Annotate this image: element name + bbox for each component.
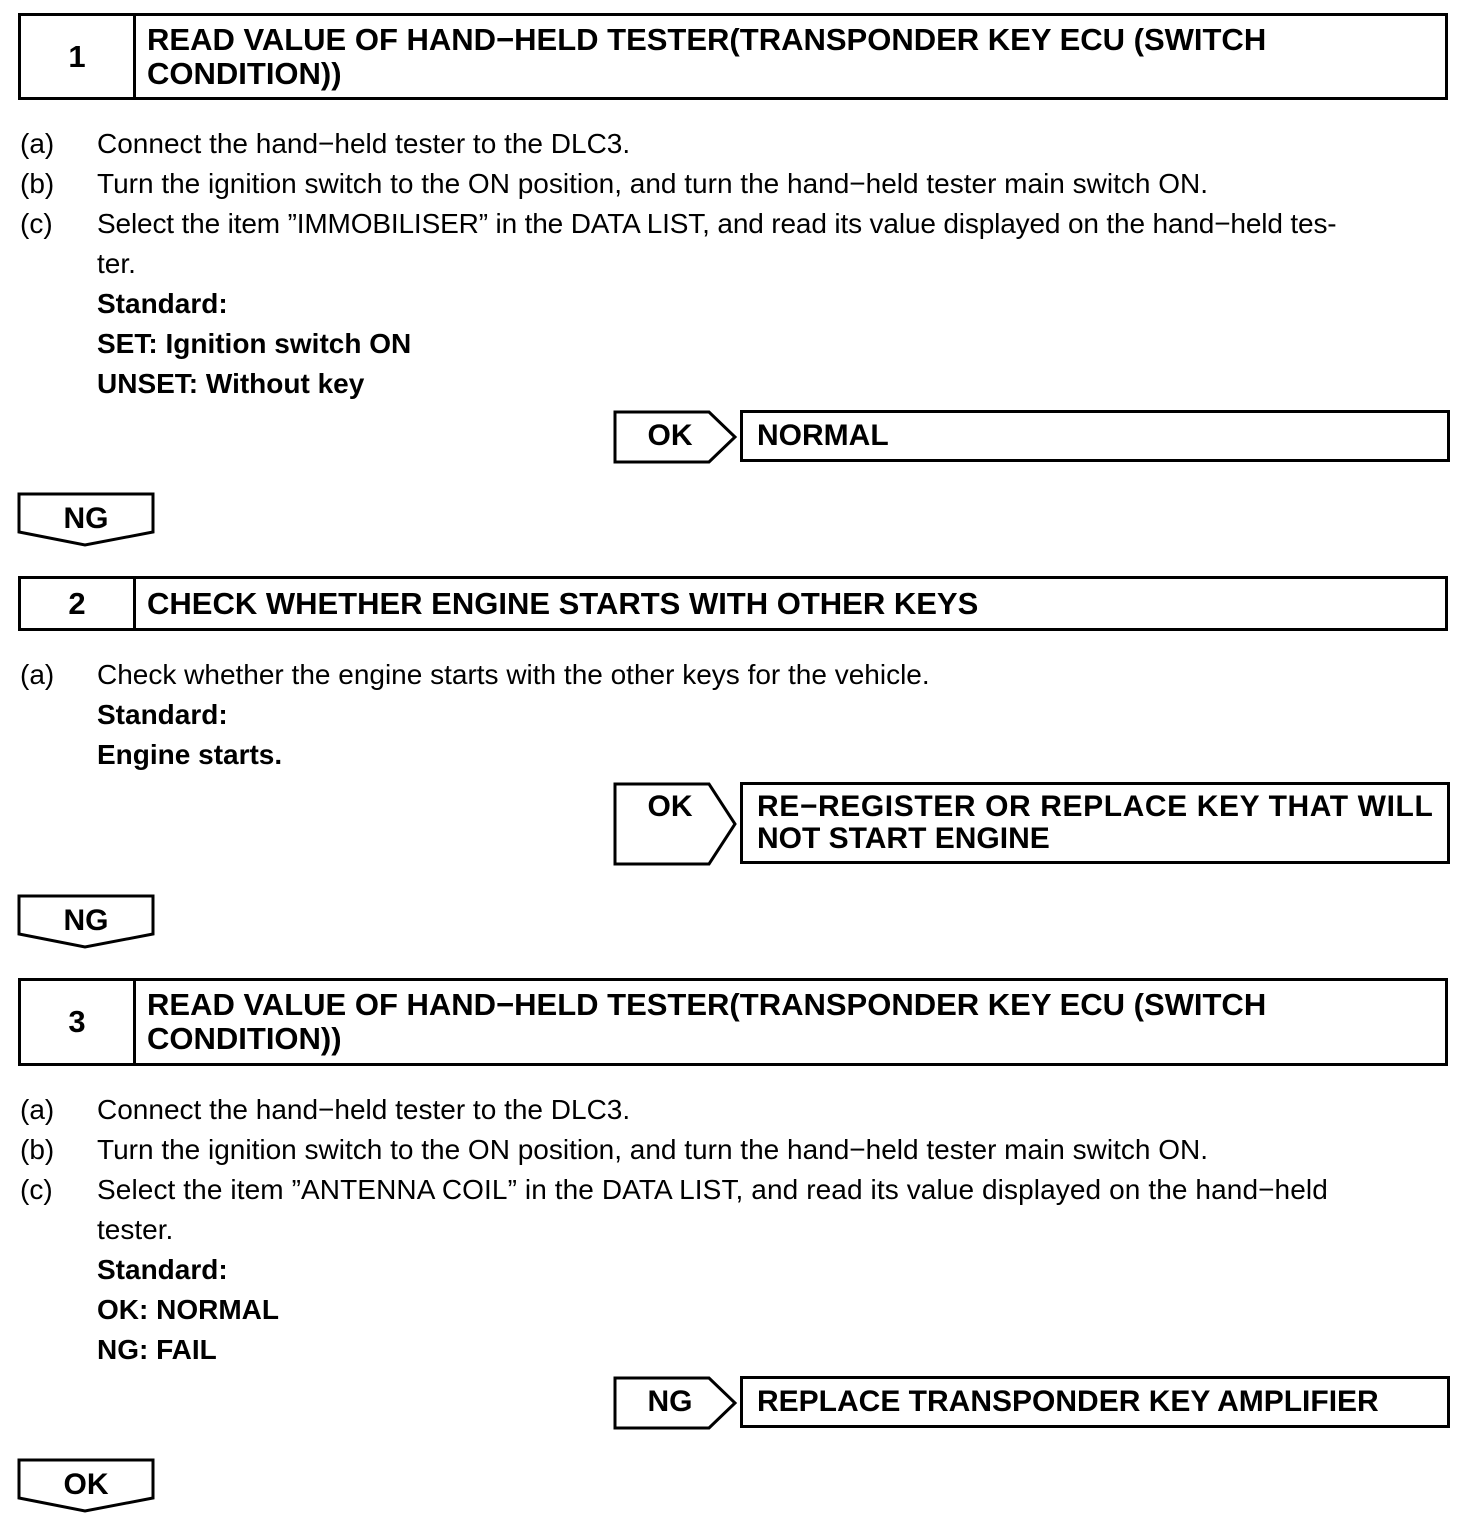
- result-box-replace-amplifier: REPLACE TRANSPONDER KEY AMPLIFIER: [740, 1376, 1450, 1428]
- step-3-header: [18, 978, 1448, 1066]
- step-number: 3: [21, 981, 136, 1063]
- ok-tag-label: OK: [647, 790, 693, 823]
- result-text: RE−REGISTER OR REPLACE KEY THAT WILL: [757, 790, 1434, 823]
- item-text: Connect the hand−held tester to the DLC3.: [97, 1094, 631, 1125]
- standard-value: UNSET: Without key: [97, 368, 365, 399]
- item-label: (a): [20, 128, 55, 159]
- step-title: READ VALUE OF HAND−HELD TESTER(TRANSPONDER KEY ECU (SWITCH CONDITION)): [147, 987, 1267, 1056]
- item-text-continued: ter.: [97, 248, 136, 279]
- ok-tag-label: OK: [63, 1468, 109, 1501]
- result-text-continued: NOT START ENGINE: [757, 822, 1050, 855]
- ng-tag-label: NG: [63, 502, 109, 535]
- standard-heading: Standard:: [97, 1254, 228, 1285]
- result-box-normal: NORMAL: [740, 410, 1450, 462]
- item-label: (c): [20, 1174, 53, 1205]
- item-label: (b): [20, 1134, 55, 1165]
- item-label: (a): [20, 659, 55, 690]
- item-label: (c): [20, 208, 53, 239]
- item-text: Select the item ”IMMOBILISER” in the DATA LIST, and read its value displayed on the hand−held tes-: [97, 208, 1337, 239]
- standard-value: OK: NORMAL: [97, 1294, 279, 1325]
- result-box-reregister: [740, 782, 1450, 864]
- step-2-header: [18, 576, 1448, 631]
- standard-heading: Standard:: [97, 288, 228, 319]
- step-title: CHECK WHETHER ENGINE STARTS WITH OTHER KEYS: [147, 585, 979, 621]
- step-title: READ VALUE OF HAND−HELD TESTER(TRANSPONDER KEY ECU (SWITCH CONDITION)): [147, 21, 1267, 91]
- item-label: (a): [20, 1094, 55, 1125]
- step-number: 1: [21, 16, 136, 97]
- ok-tag-label: OK: [647, 419, 693, 452]
- item-text-continued: tester.: [97, 1214, 174, 1245]
- item-text: Connect the hand−held tester to the DLC3.: [97, 128, 631, 159]
- ng-tag-label: NG: [647, 1385, 693, 1418]
- step-number: 2: [21, 579, 136, 628]
- standard-value: Engine starts.: [97, 739, 283, 770]
- ng-tag-label: NG: [63, 904, 109, 937]
- step-1-header: [18, 13, 1448, 100]
- standard-heading: Standard:: [97, 699, 228, 730]
- item-label: (b): [20, 168, 55, 199]
- item-text: Check whether the engine starts with the other keys for the vehicle.: [97, 659, 930, 690]
- item-text: Turn the ignition switch to the ON position, and turn the hand−held tester main switch ON.: [97, 1134, 1208, 1165]
- item-text: Turn the ignition switch to the ON position, and turn the hand−held tester main switch ON.: [97, 168, 1208, 199]
- standard-value: SET: Ignition switch ON: [97, 328, 412, 359]
- standard-value: NG: FAIL: [97, 1334, 217, 1365]
- item-text: Select the item ”ANTENNA COIL” in the DATA LIST, and read its value displayed on the hand−held: [97, 1174, 1328, 1205]
